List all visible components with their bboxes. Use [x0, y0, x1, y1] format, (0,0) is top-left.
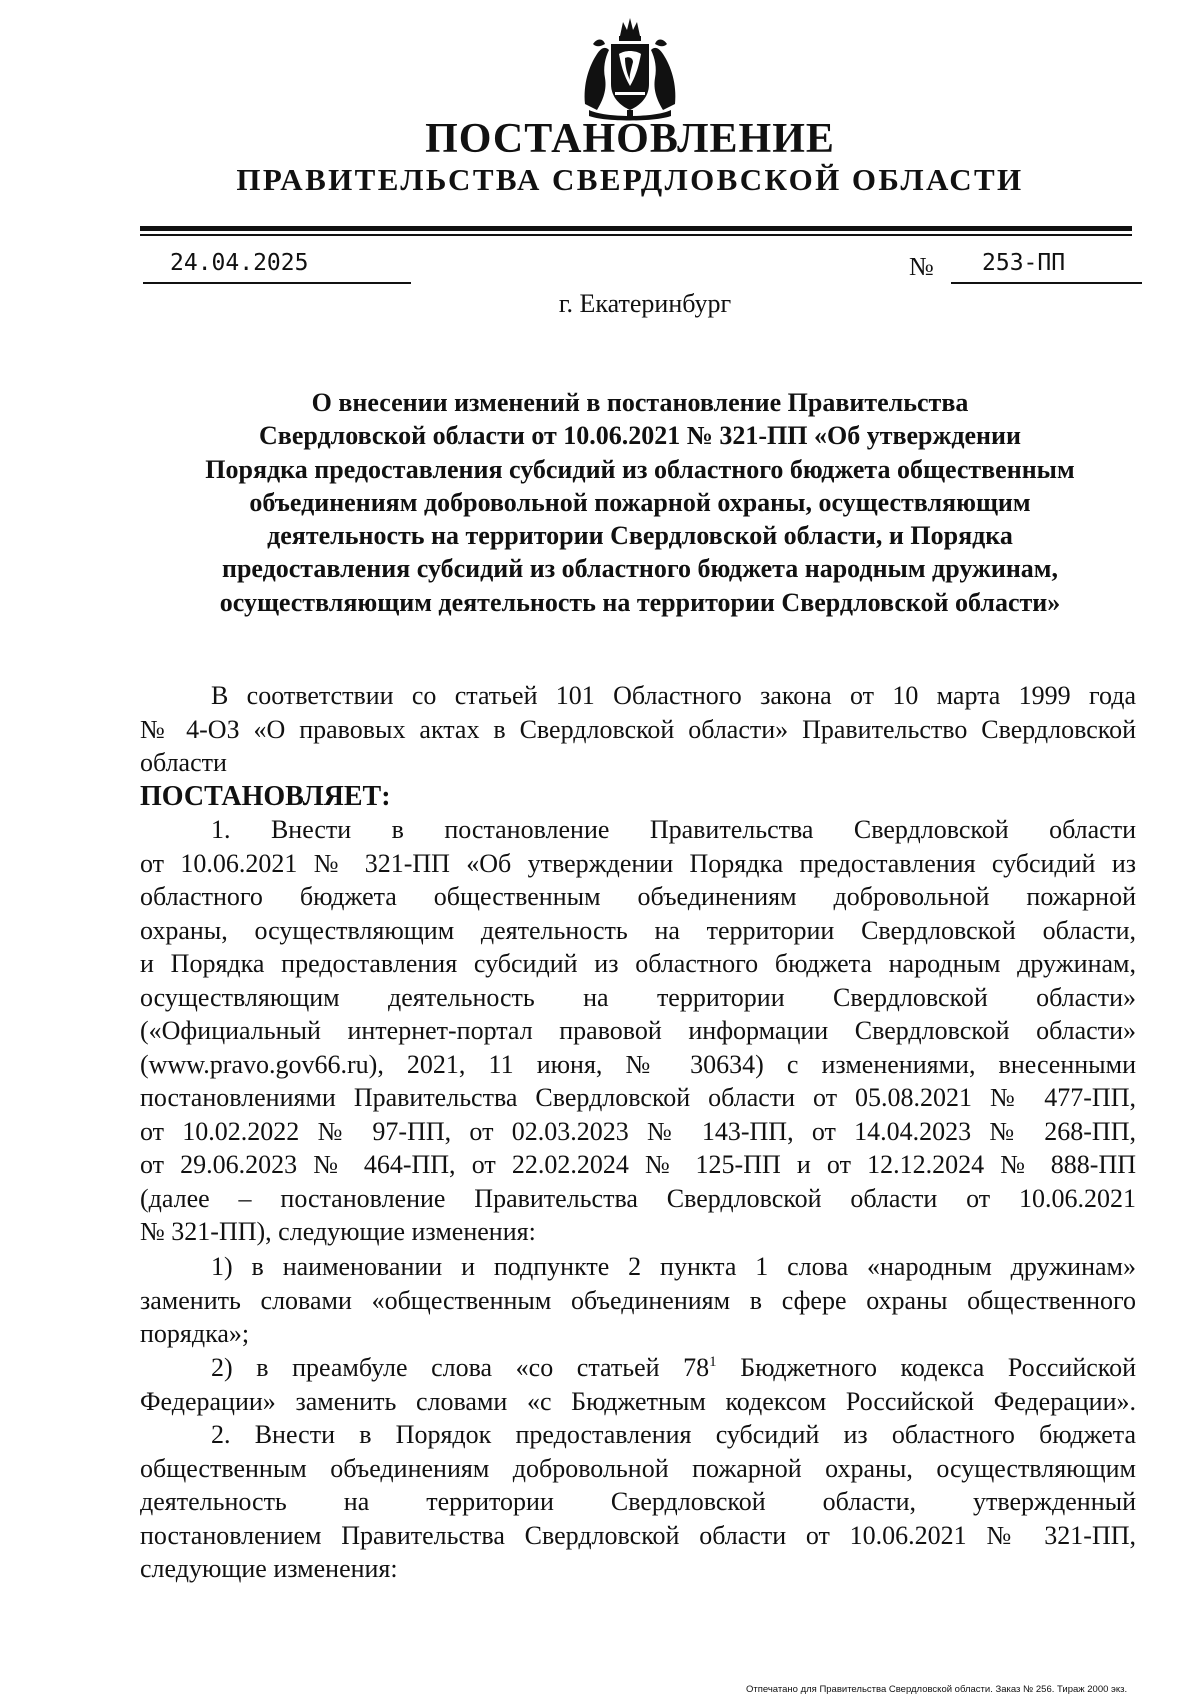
heading-line: О внесении изменений в постановление Правительства [311, 388, 969, 417]
body-line: 2. Внести в Порядок предоставления субсидий из областного бюджета [211, 1420, 1136, 1449]
document-title: ПОСТАНОВЛЕНИЕ [425, 116, 835, 162]
body-line: охраны, осуществляющим деятельность на территории Свердловской области, [140, 915, 1136, 945]
subitem-2-paragraph [140, 1351, 1136, 1418]
heading-line: Порядка предоставления субсидий из областного бюджета общественным [205, 454, 1075, 484]
body-line: постановлением Правительства Свердловской области от 10.06.2021 № 321-ПП, [140, 1520, 1136, 1550]
document-heading [145, 386, 1135, 619]
body-line: 1) в наименовании и подпункте 2 пункта 1 слова «народным дружинам» [211, 1252, 1136, 1281]
body-line: (далее – постановление Правительства Свердловской области от 10.06.2021 [140, 1183, 1136, 1213]
body-text: Бюджетного кодекса Российской [716, 1353, 1136, 1382]
header-rule-thick [140, 226, 1132, 231]
body-line: № 4-ОЗ «О правовых актах в Свердловской области» Правительство Свердловской [140, 714, 1136, 744]
number-underline [951, 282, 1142, 284]
body-text: 2) в преамбуле слова «со статьей 78 [211, 1353, 710, 1382]
document-city: г. Екатеринбург [558, 289, 732, 318]
body-line: 1. Внести в постановление Правительства Свердловской области [211, 815, 1136, 844]
body-line: («Официальный интернет-портал правовой информации Свердловской области» [140, 1016, 1136, 1045]
preamble-paragraph [140, 679, 1136, 780]
body-line: области [140, 748, 227, 777]
decree-word-block [140, 780, 1136, 814]
body-line: В соответствии со статьей 101 Областного закона от 10 марта 1999 года [211, 681, 1136, 710]
body-line: общественным объединениям добровольной пожарной охраны, осуществляющим [140, 1453, 1136, 1483]
superscript: 1 [709, 1354, 717, 1370]
heading-line: объединениям добровольной пожарной охраны, осуществляющим [249, 487, 1031, 517]
decree-word: ПОСТАНОВЛЯЕТ: [140, 781, 391, 812]
coat-of-arms-icon [575, 14, 685, 122]
document-date: 24.04.2025 [170, 250, 309, 276]
body-line: осуществляющим деятельность на территории Свердловской области» [140, 982, 1136, 1012]
body-line: порядка»; [140, 1319, 250, 1348]
document-number: 253-ПП [982, 250, 1066, 276]
body-line: от 10.02.2022 № 97-ПП, от 02.03.2023 № 143-ПП, от 14.04.2023 № 268-ПП, [140, 1116, 1136, 1146]
body-line: следующие изменения: [140, 1554, 398, 1583]
date-underline [143, 282, 411, 284]
body-line: заменить словами «общественным объединениям в сфере охраны общественного [140, 1285, 1136, 1315]
body-line: и Порядка предоставления субсидий из областного бюджета народным дружинам, [140, 949, 1136, 978]
number-sign: № [909, 252, 934, 281]
body-line [140, 1351, 1136, 1385]
body-line: постановлениями Правительства Свердловской области от 05.08.2021 № 477-ПП, [140, 1083, 1136, 1112]
body-line: (www.pravo.gov66.ru), 2021, 11 июня, № 30634) с изменениями, внесенными [140, 1049, 1136, 1079]
document-subtitle: ПРАВИТЕЛЬСТВА СВЕРДЛОВСКОЙ ОБЛАСТИ [236, 162, 1024, 197]
subitem-1-paragraph [140, 1250, 1136, 1351]
item-1-paragraph [140, 813, 1136, 1249]
heading-line: предоставления субсидий из областного бюджета народным дружинам, [221, 554, 1059, 584]
heading-line: осуществляющим деятельность на территории Свердловской области» [219, 587, 1061, 617]
body-line: деятельность на территории Свердловской области, утвержденный [140, 1487, 1136, 1516]
body-line: областного бюджета общественным объединениям добровольной пожарной [140, 882, 1136, 911]
body-line: № 321-ПП), следующие изменения: [140, 1217, 536, 1246]
header-rule-thin [140, 234, 1132, 236]
item-2-paragraph [140, 1418, 1136, 1586]
body-line: от 29.06.2023 № 464-ПП, от 22.02.2024 № 125-ПП и от 12.12.2024 № 888-ПП [140, 1150, 1136, 1179]
heading-line: деятельность на территории Свердловской области, и Порядка [267, 521, 1013, 551]
print-note: Отпечатано для Правительства Свердловской области. Заказ № 256. Тираж 2000 экз. [746, 1684, 1128, 1695]
body-line: Федерации» заменить словами «с Бюджетным кодексом Российской Федерации». [140, 1386, 1136, 1416]
body-line: от 10.06.2021 № 321-ПП «Об утверждении Порядка предоставления субсидий из [140, 848, 1136, 878]
heading-line: Свердловской области от 10.06.2021 № 321-ПП «Об утверждении [259, 421, 1021, 451]
